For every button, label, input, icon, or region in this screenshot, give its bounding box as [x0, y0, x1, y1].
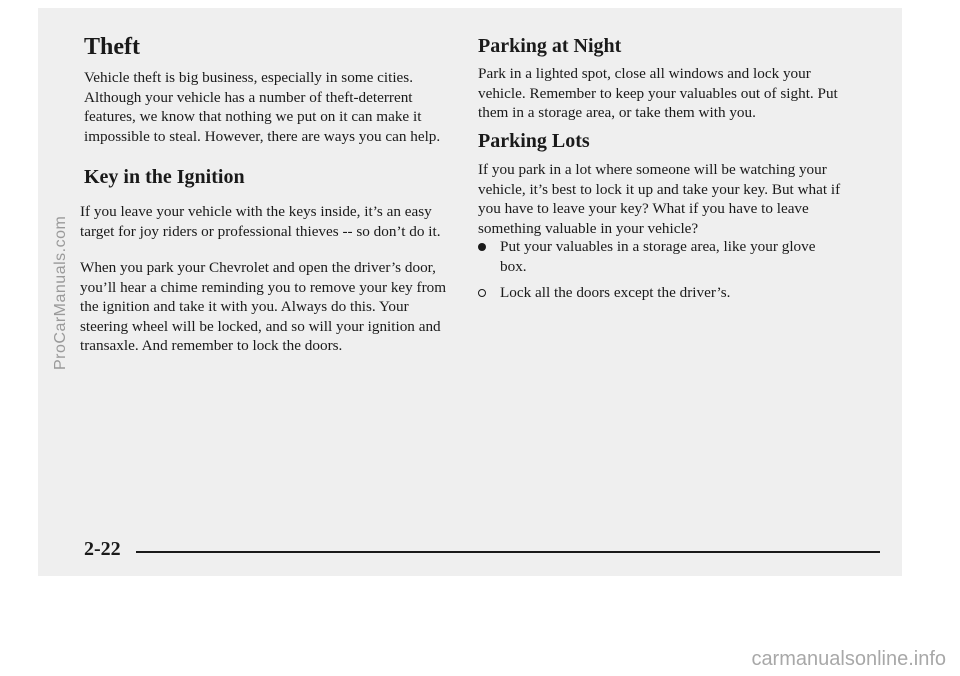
footer-divider [136, 551, 880, 553]
key-in-ignition-heading: Key in the Ignition [84, 166, 245, 188]
parking-lots-paragraph: If you park in a lot where someone will be watching your vehicle, it’s best to lock it up and take your key. But what if you have to leave your key? What if you have to leave something valuable in your vehicle? [478, 161, 841, 237]
parking-at-night-heading: Parking at Night [478, 35, 622, 57]
bullet-dot-icon [478, 243, 486, 251]
page-number: 2-22 [84, 538, 121, 560]
bullet-dot-icon [478, 289, 486, 297]
parking-lots-heading: Parking Lots [478, 130, 590, 152]
theft-heading: Theft [84, 34, 140, 60]
bottom-watermark: carmanualsonline.info [751, 648, 946, 670]
key-paragraph-2: When you park your Chevrolet and open the driver’s door, you’ll hear a chime reminding you to remove your key from the ignition and take it with you. Always do this. Your steering wheel will be locked, and so will your ignition and transaxle. And remember to lock the doors. [80, 259, 447, 355]
bullet-item-lock-doors [478, 283, 844, 303]
manual-page [38, 8, 902, 576]
side-watermark: ProCarManuals.com [52, 215, 69, 370]
bullet-text: Put your valuables in a storage area, like your glove box. [500, 238, 816, 275]
bullet-item-valuables [478, 237, 844, 277]
bullet-text: Lock all the doors except the driver’s. [500, 284, 731, 301]
parking-at-night-paragraph: Park in a lighted spot, close all windows and lock your vehicle. Remember to keep your valuables out of sight. Put them in a storage area, or take them with you. [478, 65, 838, 122]
theft-intro-paragraph: Vehicle theft is big business, especially in some cities. Although your vehicle has a number of theft-deterrent features, we know that nothing we put on it can make it impossible to steal. However, there are ways you can help. [84, 69, 441, 145]
key-paragraph-1: If you leave your vehicle with the keys inside, it’s an easy target for joy riders or professional thieves -- so don’t do it. [80, 203, 441, 240]
